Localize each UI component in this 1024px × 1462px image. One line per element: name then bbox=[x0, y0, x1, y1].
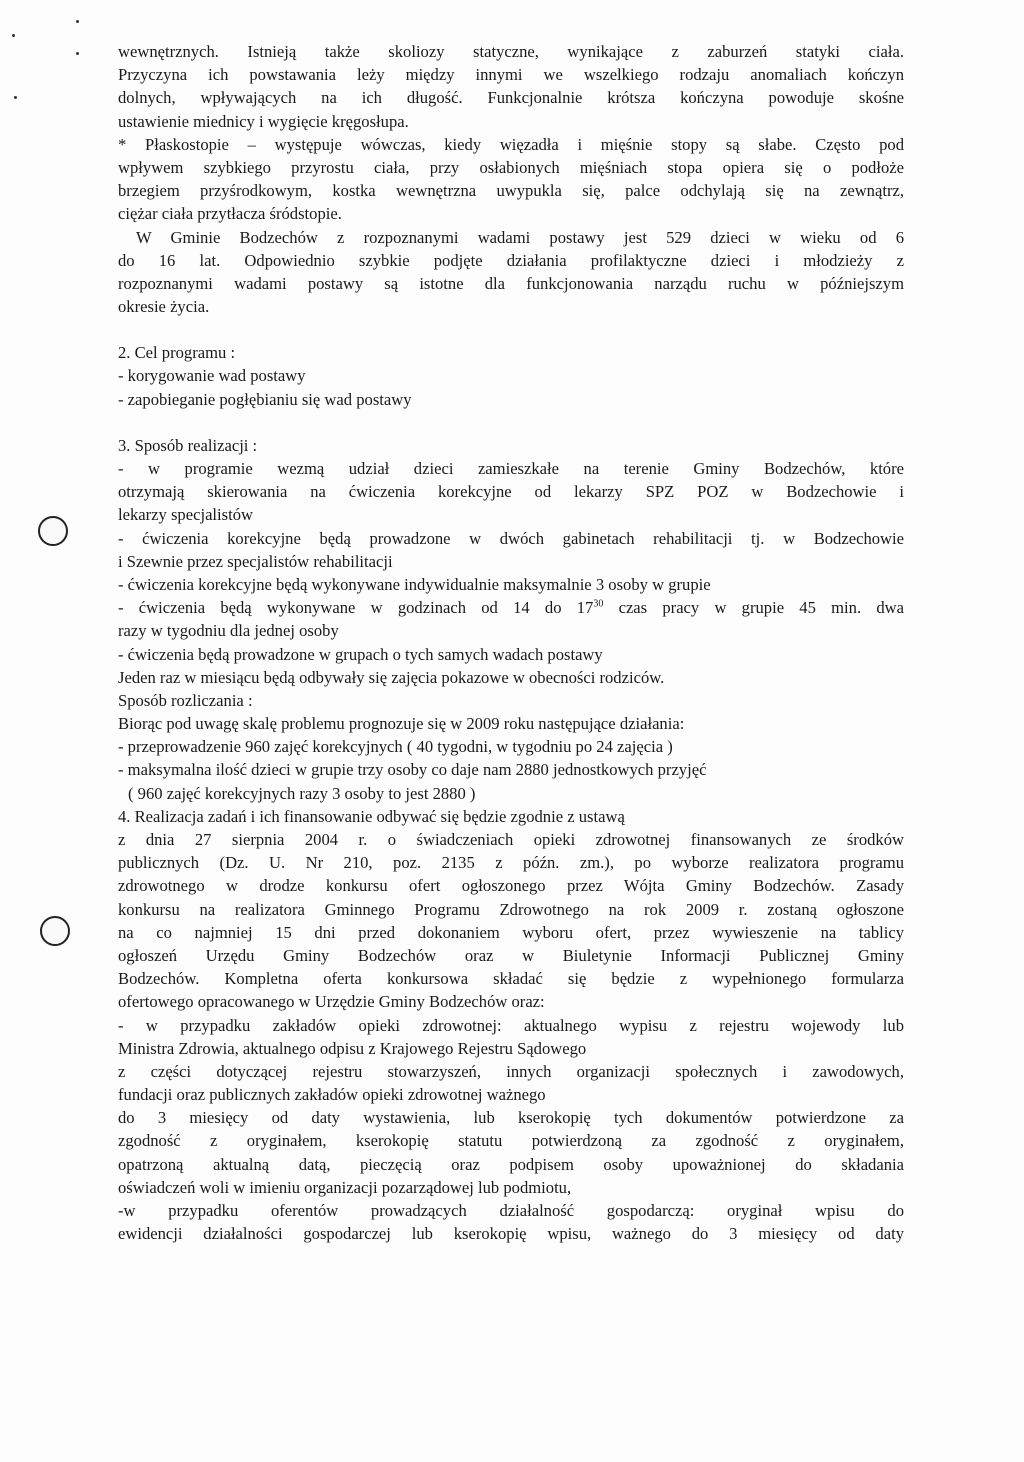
financing-line: oświadczeń woli w imieniu organizacji pozarządowej lub podmiotu, bbox=[118, 1177, 572, 1197]
financing-line: - w przypadku zakładów opieki zdrowotnej: aktualnego wypisu z rejestru wojewody lub bbox=[118, 1015, 904, 1035]
text-line: W Gminie Bodzechów z rozpoznanymi wadami postawy jest 529 dzieci w wieku od 6 bbox=[136, 227, 904, 247]
text-line: okresie życia. bbox=[118, 297, 210, 317]
scan-speck bbox=[12, 34, 15, 37]
spacer bbox=[118, 318, 904, 341]
financing-line: Bodzechów. Kompletna oferta konkursowa składać się będzie z wypełnionego formularza bbox=[118, 969, 904, 989]
financing-line: konkursu na realizatora Gminnego Programu Zdrowotnego na rok 2009 r. zostaną ogłoszone bbox=[118, 899, 904, 919]
hours-line-end: czas pracy w grupie 45 min. dwa bbox=[603, 598, 904, 618]
financing-line: ewidencji działalności gospodarczej lub kserokopię wpisu, ważnego do 3 miesięcy od daty bbox=[118, 1224, 904, 1244]
financing-line: zgodność z oryginałem, kserokopię statutu potwierdzoną za zgodność z oryginałem, bbox=[118, 1131, 904, 1151]
settlement-line: ( 960 zajęć korekcyjnych razy 3 osoby to jest 2880 ) bbox=[128, 783, 476, 803]
punch-hole-lower bbox=[40, 916, 70, 946]
financing-line: ofertowego opracowanego w Urzędzie Gminy Bodzechów oraz: bbox=[118, 992, 545, 1012]
scan-speck bbox=[76, 20, 79, 23]
spacer bbox=[118, 411, 904, 434]
goal-heading: 2. Cel programu : bbox=[118, 343, 236, 363]
financing-line: Ministra Zdrowia, aktualnego odpisu z Krajowego Rejestru Sądowego bbox=[118, 1038, 587, 1058]
hours-line-start: - ćwiczenia będą wykonywane w godzinach od 14 do 17 bbox=[118, 598, 594, 618]
method-line: - w programie wezmą udział dzieci zamieszkałe na terenie Gminy Bodzechów, które bbox=[118, 459, 904, 478]
text-line: brzegiem przyśrodkowym, kostka wewnętrzna uwypukla się, palce odchylają się na zewnątrz, bbox=[118, 181, 904, 201]
scan-speck bbox=[14, 96, 17, 99]
settlement-line: - maksymalna ilość dzieci w grupie trzy osoby co daje nam 2880 jednostkowych przyjęć bbox=[118, 760, 707, 780]
financing-line: opatrzoną aktualną datą, pieczęcią oraz podpisem osoby upoważnionej do składania bbox=[118, 1154, 904, 1174]
text-line: dolnych, wpływających na ich długość. Funkcjonalnie krótsza kończyna powoduje skośne bbox=[118, 88, 904, 108]
settlement-heading: Sposób rozliczania : bbox=[118, 690, 253, 710]
text-line: ciężar ciała przytłacza śródstopie. bbox=[118, 204, 342, 224]
method-line: lekarzy specjalistów bbox=[118, 505, 254, 525]
punch-hole-upper bbox=[38, 516, 68, 546]
hours-superscript: 30 bbox=[593, 598, 604, 610]
financing-line: z części dotyczącej rejestru stowarzyszeń, innych organizacji społecznych i zawodowych, bbox=[118, 1061, 904, 1081]
financing-line: publicznych (Dz. U. Nr 210, poz. 2135 z późn. zm.), po wyborze realizatora programu bbox=[118, 853, 904, 873]
goal-item: - zapobieganie pogłębianiu się wad postawy bbox=[118, 389, 412, 409]
hours-line-continuation: razy w tygodniu dla jednej osoby bbox=[118, 621, 339, 641]
financing-line: fundacji oraz publicznych zakładów opieki zdrowotnej ważnego bbox=[118, 1085, 546, 1105]
scan-speck bbox=[76, 52, 79, 55]
settlement-line: Biorąc pod uwagę skalę problemu prognozuje się w 2009 roku następujące działania: bbox=[118, 714, 685, 734]
goal-item: - korygowanie wad postawy bbox=[118, 366, 306, 386]
text-line: Przyczyna ich powstawania leży między innymi we wszelkiego rodzaju anomaliach kończyn bbox=[118, 65, 904, 85]
method-heading: 3. Sposób realizacji : bbox=[118, 435, 258, 455]
document-body bbox=[118, 40, 904, 1245]
settlement-line: - przeprowadzenie 960 zajęć korekcyjnych ( 40 tygodni, w tygodniu po 24 zajęcia ) bbox=[118, 737, 673, 757]
method-line: otrzymają skierowania na ćwiczenia korekcyjne od lekarzy SPZ POZ w Bodzechowie i bbox=[118, 482, 904, 502]
method-line: i Szewnie przez specjalistów rehabilitacji bbox=[118, 551, 393, 571]
financing-line: z dnia 27 sierpnia 2004 r. o świadczeniach opieki zdrowotnej finansowanych ze środków bbox=[118, 830, 904, 849]
method-line: - ćwiczenia korekcyjne będą prowadzone w dwóch gabinetach rehabilitacji tj. w Bodzechowie bbox=[118, 528, 904, 548]
parents-line: Jeden raz w miesiącu będą odbywały się zajęcia pokazowe w obecności rodziców. bbox=[118, 667, 665, 687]
financing-line: zdrowotnego w drodze konkursu ofert ogłoszonego przez Wójta Gminy Bodzechów. Zasady bbox=[118, 876, 904, 896]
text-line: rozpoznanymi wadami postawy są istotne dla funkcjonowania narządu ruchu w późniejszym bbox=[118, 273, 904, 293]
financing-line: 4. Realizacja zadań i ich finansowanie odbywać się będzie zgodnie z ustawą bbox=[118, 806, 625, 826]
financing-line: ogłoszeń Urzędu Gminy Bodzechów oraz w Biuletynie Informacji Publicznej Gminy bbox=[118, 945, 904, 965]
groups-line: - ćwiczenia będą prowadzone w grupach o tych samych wadach postawy bbox=[118, 644, 603, 664]
financing-line: na co najmniej 15 dni przed dokonaniem wyboru ofert, przez wywieszenie na tablicy bbox=[118, 922, 904, 942]
text-line: wpływem szybkiego przyrostu ciała, przy osłabionych mięśniach stopa opiera się o podłoże bbox=[118, 157, 904, 177]
text-line: wewnętrznych. Istnieją także skoliozy statyczne, wynikające z zaburzeń statyki ciała. bbox=[118, 42, 904, 61]
text-line: * Płaskostopie – występuje wówczas, kiedy więzadła i mięśnie stopy są słabe. Często pod bbox=[118, 134, 904, 154]
financing-line: -w przypadku oferentów prowadzących działalność gospodarczą: oryginał wpisu do bbox=[118, 1201, 904, 1220]
text-line: ustawienie miednicy i wygięcie kręgosłupa. bbox=[118, 111, 409, 131]
text-line: do 16 lat. Odpowiednio szybkie podjęte działania profilaktyczne dzieci i młodzieży z bbox=[118, 250, 904, 270]
method-line: - ćwiczenia korekcyjne będą wykonywane indywidualnie maksymalnie 3 osoby w grupie bbox=[118, 574, 711, 594]
financing-line: do 3 miesięcy od daty wystawienia, lub kserokopię tych dokumentów potwierdzone za bbox=[118, 1108, 904, 1128]
hours-line bbox=[118, 596, 904, 619]
